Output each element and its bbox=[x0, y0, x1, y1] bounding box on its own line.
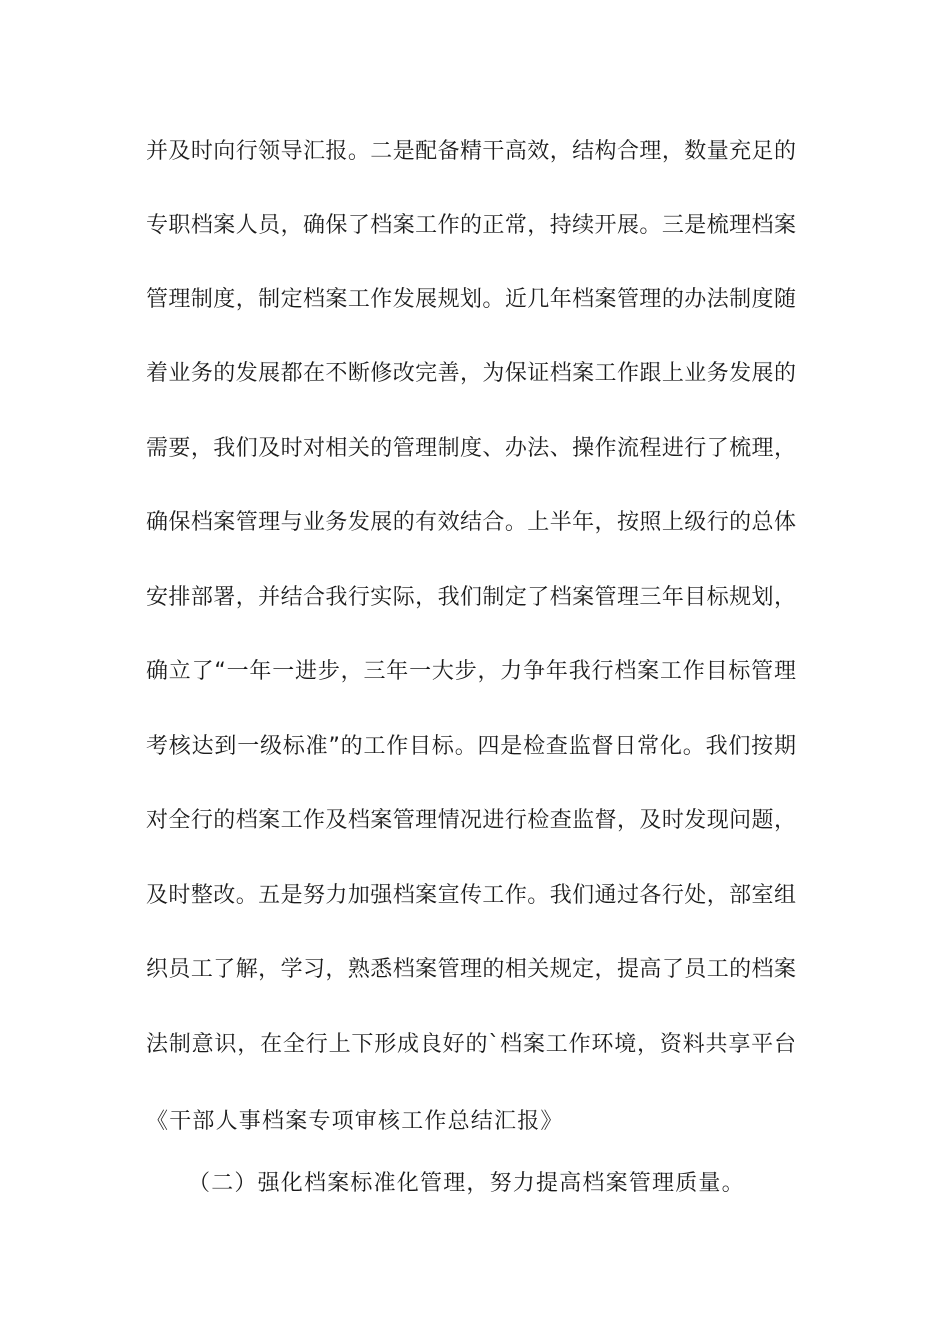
paragraph-line-2: 专职档案人员，确保了档案工作的正常，持续开展。三是梳理档案 bbox=[146, 213, 796, 238]
paragraph-line-7: 安排部署，并结合我行实际，我们制定了档案管理三年目标规划， bbox=[146, 585, 796, 610]
reference-title: 《干部人事档案专项审核工作总结汇报》 bbox=[146, 1109, 564, 1134]
paragraph-line-9: 考核达到一级标准”的工作目标。四是检查监督日常化。我们按期 bbox=[146, 734, 796, 759]
paragraph-line-3: 管理制度，制定档案工作发展规划。近几年档案管理的办法制度随 bbox=[146, 287, 796, 312]
paragraph-line-1: 并及时向行领导汇报。二是配备精干高效，结构合理，数量充足的 bbox=[146, 139, 796, 164]
paragraph-line-13: 法制意识，在全行上下形成良好的`档案工作环境，资料共享平台 bbox=[146, 1032, 796, 1057]
paragraph-line-4: 着业务的发展都在不断修改完善，为保证档案工作跟上业务发展的 bbox=[146, 361, 796, 386]
paragraph-line-11: 及时整改。五是努力加强档案宣传工作。我们通过各行处，部室组 bbox=[146, 883, 796, 908]
paragraph-line-12: 织员工了解，学习，熟悉档案管理的相关规定，提高了员工的档案 bbox=[146, 957, 796, 982]
paragraph-line-6: 确保档案管理与业务发展的有效结合。上半年，按照上级行的总体 bbox=[146, 510, 796, 535]
paragraph-line-10: 对全行的档案工作及档案管理情况进行检查监督，及时发现问题， bbox=[146, 808, 796, 833]
paragraph-line-5: 需要，我们及时对相关的管理制度、办法、操作流程进行了梳理， bbox=[146, 436, 796, 461]
section-heading: （二）强化档案标准化管理，努力提高档案管理质量。 bbox=[188, 1171, 745, 1196]
paragraph-line-8: 确立了“一年一进步，三年一大步，力争年我行档案工作目标管理 bbox=[146, 659, 796, 684]
